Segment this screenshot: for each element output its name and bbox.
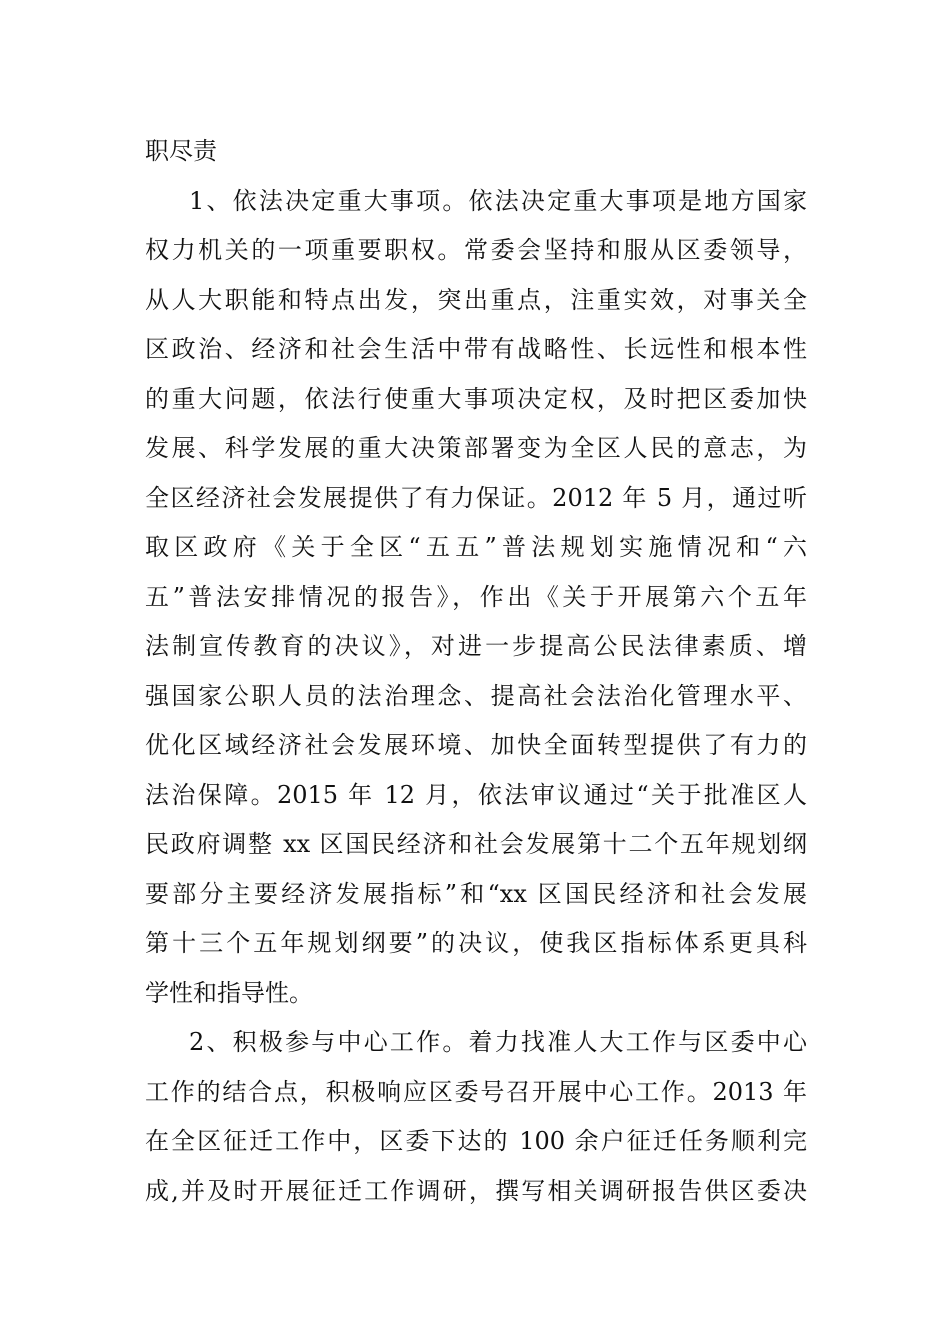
text-line: 民政府调整 xx 区国民经济和社会发展第十二个五年规划纲	[145, 830, 807, 858]
text-line: 1、依法决定重大事项。依法决定重大事项是地方国家	[189, 186, 807, 215]
text-line: 取区政府《关于全区“五五”普法规划实施情况和“六	[145, 533, 807, 561]
text-line: 区政治、经济和社会生活中带有战略性、长远性和根本性	[145, 335, 807, 363]
text-line: 的重大问题，依法行使重大事项决定权，及时把区委加快	[145, 384, 807, 413]
text-line: 2、积极参与中心工作。着力找准人大工作与区委中心	[189, 1028, 807, 1056]
text-line: 成,并及时开展征迁工作调研，撰写相关调研报告供区委决	[145, 1176, 807, 1205]
text-line: 全区经济社会发展提供了有力保证。2012 年 5 月，通过听	[145, 483, 807, 512]
text-line: 要部分主要经济发展指标”和“xx 区国民经济和社会发展	[145, 879, 807, 908]
text-line: 法治保障。2015 年 12 月，依法审议通过“关于批准区人	[145, 780, 807, 809]
text-line: 强国家公职人员的法治理念、提高社会法治化管理水平、	[145, 681, 807, 710]
text-line: 发展、科学发展的重大决策部署变为全区人民的意志，为	[145, 434, 807, 462]
text-line: 从人大职能和特点出发，突出重点，注重实效，对事关全	[145, 285, 807, 314]
text-line: 职尽责	[145, 137, 217, 165]
text-line: 第十三个五年规划纲要”的决议，使我区指标体系更具科	[145, 929, 807, 957]
text-line: 法制宣传教育的决议》，对进一步提高公民法律素质、增	[145, 632, 807, 660]
text-line: 五”普法安排情况的报告》，作出《关于开展第六个五年	[145, 582, 807, 611]
text-line: 权力机关的一项重要职权。常委会坚持和服从区委领导，	[145, 236, 807, 264]
document-body	[145, 127, 807, 1216]
text-line: 学性和指导性。	[145, 978, 313, 1007]
text-line: 在全区征迁工作中，区委下达的 100 余户征迁任务顺利完	[145, 1127, 807, 1155]
text-line: 优化区域经济社会发展环境、加快全面转型提供了有力的	[145, 731, 807, 759]
text-line: 工作的结合点，积极响应区委号召开展中心工作。2013 年	[145, 1077, 807, 1106]
